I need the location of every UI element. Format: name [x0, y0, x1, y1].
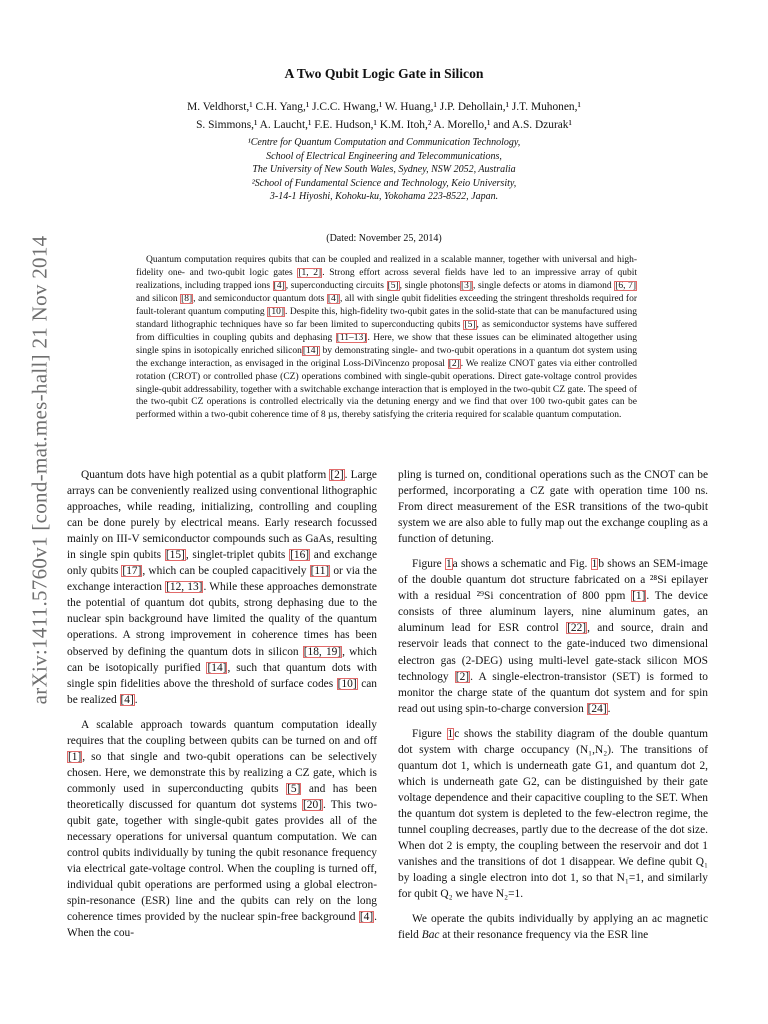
citation-link[interactable]: [17]	[122, 565, 142, 578]
text-run: , and semiconductor quantum dots	[193, 293, 327, 304]
body-paragraph	[67, 717, 377, 942]
text-run: and exchange only qubits	[67, 549, 377, 578]
citation-link[interactable]: [16]	[290, 549, 310, 562]
citation-link[interactable]: [2]	[455, 670, 470, 683]
citation-link[interactable]: [14]	[207, 661, 227, 674]
text-run: Figure	[412, 727, 447, 740]
text-run: , singlet-triplet qubits	[185, 549, 290, 562]
affiliation-line: 3-14-1 Hiyoshi, Kohoku-ku, Yokohama 223-8522, Japan.	[269, 191, 499, 203]
citation-link[interactable]: [1, 2]	[298, 267, 322, 278]
text-run: or via the exchange interaction	[67, 565, 377, 594]
text-run: . Strong effort across several fields have led to an impressive array of qubit realizations, including trapped ions	[136, 267, 638, 291]
affiliation-line: School of Electrical Engineering and Telecommunications,	[266, 150, 502, 162]
text-run: , as semiconductor systems have suffered from difficulties in coupling qubits and dephasing	[136, 319, 637, 343]
body-paragraph	[398, 726, 708, 903]
citation-link[interactable]: [1]	[632, 590, 646, 603]
text-run: .	[607, 702, 611, 715]
text-run: Figure	[412, 558, 445, 571]
text-run: , all with single qubit fidelities exceeding the stringent thresholds required for fault-tolerant quantum computing	[136, 293, 638, 317]
citation-link[interactable]: [20]	[303, 798, 322, 811]
author-line-1: M. Veldhorst,¹ C.H. Yang,¹ J.C.C. Hwang,¹ W. Huang,¹ J.P. Dehollain,¹ J.T. Muhonen,¹	[187, 101, 581, 113]
citation-link[interactable]: [11]	[310, 565, 330, 578]
citation-link[interactable]: [11–13]	[336, 332, 367, 343]
citation-link[interactable]: 1	[445, 558, 452, 571]
text-run: . Despite this, high-fidelity two-qubit gates in the solid-state that can be manufactured using standard lithographic techniques have so far been limited to superconducting qubits	[136, 306, 637, 330]
math-symbol: Bac	[421, 929, 440, 942]
text-run: . While these approaches demonstrate the potential of quantum dot qubits, strong dephasing due to the nuclear spin background have limited the quality of the quantum operations. A strong improvement in coherence times has been observed by defining the quantum dots in silicon	[67, 581, 377, 658]
citation-link[interactable]: [5]	[464, 319, 476, 330]
citation-link[interactable]: [3]	[460, 280, 473, 291]
citation-link[interactable]: [5]	[287, 782, 301, 795]
citation-link[interactable]: 1	[591, 558, 598, 571]
citation-link[interactable]: [4]	[327, 293, 339, 304]
text-run: , so that single and two-qubit operations can be selectively chosen. Here, we demonstrate this by realizing a CZ gate, which is commonly used in superconducting qubits	[67, 750, 377, 795]
citation-link[interactable]: [15]	[165, 549, 185, 562]
arxiv-identifier: arXiv:1411.5760v1 [cond-mat.mes-hall] 21 Nov 2014	[27, 235, 52, 705]
text-run: . A single-electron-transistor (SET) is formed to monitor the charge state of the quantum dot system and for spin read out using spin-to-charge conversion	[398, 670, 708, 715]
body-column-right	[398, 467, 708, 952]
citation-link[interactable]: [2]	[448, 358, 460, 369]
text-run: . Large arrays can be conveniently realized using conventional lithographic approaches, while reading, initializing, controlling and coupling can be done purely by electrical means. Early research focussed mainly on III-V semiconductor compounds such as GaAs, resulting in single spin qubits	[67, 469, 377, 562]
text-run: , which can be coupled capacitively	[142, 565, 310, 578]
citation-link[interactable]: [1]	[68, 750, 82, 763]
text-run: . When the cou-	[67, 911, 377, 940]
text-run: , such that quantum dots with single spin fidelities above the threshold of surface codes	[67, 661, 377, 690]
citation-link[interactable]: [18, 19]	[303, 645, 342, 658]
text-run: . We realize CNOT gates via either controlled rotation (CROT) or controlled phase (CZ) operations combined with single-qubit operations. Direct gate-voltage control provides single-qubit addressability, together with a switchable exchange interaction that is employed in the two-qubit CZ gate. The speed of the two-qubit CZ operations is controlled electrically via the detuning energy and we find that over 100 two-qubit gates can be performed within a two-qubit coherence time of 8 µs, thereby satisfying the criteria required for scalable quantum computation.	[136, 358, 637, 421]
body-paragraph	[398, 911, 708, 943]
text-run: We operate the qubits individually by applying an ac magnetic field	[398, 913, 708, 942]
citation-link[interactable]: [4]	[120, 693, 134, 706]
text-run: Quantum dots have high potential as a qubit platform	[81, 469, 330, 481]
citation-link[interactable]: [5]	[387, 280, 399, 291]
citation-link[interactable]: [10]	[337, 677, 357, 690]
text-run: , superconducting circuits	[285, 280, 387, 291]
text-run: c shows the stability diagram of the double quantum dot system with charge occupancy (N₁,N₂). The transitions of quantum dot 1, which is underneath gate G1, and quantum dot 2, which is underneath gate G2, can be distinguished by their gate voltage dependence and their capacitive coupling to the SET. When the quantum dot system is depleted to the few-electron regime, the tunnel coupling decreases, partly due to the decrease of the dot size. When dot 2 is empty, the coupling between the reservoir and dot 1 vanishes and the transitions of dot 1 disappear. We define qubit Q₁ by loading a single electron into dot 1, so that N₁=1, and similarly for qubit Q₂ we have N₂=1.	[398, 727, 708, 901]
text-run: by demonstrating single- and two-qubit operations in a quantum dot system using the exchange interaction, as envisaged in the original Loss-DiVincenzo proposal	[136, 345, 637, 369]
body-paragraph	[67, 467, 377, 708]
text-run: can be realized	[67, 677, 377, 706]
citation-link[interactable]: [2]	[330, 469, 344, 481]
body-paragraph	[398, 556, 708, 716]
author-line-2: S. Simmons,¹ A. Laucht,¹ F.E. Hudson,¹ K.M. Itoh,² A. Morello,¹ and A.S. Dzurak¹	[196, 119, 572, 131]
text-run: a shows a schematic and Fig.	[452, 558, 591, 571]
text-run: , and source, drain and reservoir leads that connect to the gate-induced two dimensional electron gas (2-DEG) using multi-level gate-stack silicon MOS technology	[398, 622, 708, 683]
text-run: , single defects or atoms in diamond	[473, 280, 615, 291]
body-column-left	[67, 467, 377, 950]
text-run: , single photons	[399, 280, 460, 291]
text-run: . Here, we show that these issues can be eliminated altogether using single spins in isotopically enriched silicon	[136, 332, 638, 356]
abstract	[136, 254, 637, 422]
citation-link[interactable]: [12, 13]	[166, 581, 203, 594]
text-run: Quantum computation requires qubits that can be coupled and realized in a scalable manner, together with universal and high-fidelity one- and two-qubit logic gates	[136, 255, 637, 278]
affiliation-line: The University of New South Wales, Sydney, NSW 2052, Australia	[252, 164, 516, 176]
text-run: . The device consists of three aluminum layers, nine aluminum gates, an aluminum lead for ESR control	[398, 590, 708, 635]
affiliations	[150, 136, 618, 204]
citation-link[interactable]: 1	[447, 727, 454, 740]
citation-link[interactable]: [6, 7]	[615, 280, 637, 291]
citation-link[interactable]: [4]	[273, 280, 285, 291]
affiliation-line: ²School of Fundamental Science and Technology, Keio University,	[251, 177, 517, 189]
citation-link[interactable]: [22]	[567, 622, 587, 635]
text-run: . This two-qubit gate, together with single-qubit gates provides all of the necessary operations for universal quantum computation. We can control qubits individually by tuning the qubit resonance frequency via electrical gate-voltage control. When the coupling is turned off, individual qubit operations are performed using a global electron-spin-resonance (ESR) line and the qubits can rely on the long coherence times provided by the nuclear spin-free background	[67, 798, 377, 924]
text-run: at their resonance frequency via the ESR line	[439, 929, 649, 942]
citation-link[interactable]: [14]	[302, 345, 319, 356]
text-run: .	[134, 693, 138, 706]
text-run: and has been theoretically discussed for quantum dot systems	[67, 782, 377, 811]
date-line: (Dated: November 25, 2014)	[326, 233, 442, 244]
citation-link[interactable]: [4]	[359, 911, 374, 924]
citation-link[interactable]: [8]	[181, 293, 193, 304]
paper-title: A Two Qubit Logic Gate in Silicon	[284, 66, 484, 81]
text-run: b shows an SEM-image of the double quantum dot structure fabricated on a ²⁸Si epilayer with a residual ²⁹Si concentration of 800 ppm	[398, 558, 708, 603]
text-run: , which can be isotopically purified	[67, 645, 377, 674]
text-run: A scalable approach towards quantum computation ideally requires that the coupling between qubits can be turned on and off	[67, 718, 377, 747]
citation-link[interactable]: [24]	[587, 702, 607, 715]
citation-link[interactable]: [10]	[268, 306, 284, 317]
affiliation-line: ¹Centre for Quantum Computation and Communication Technology,	[247, 137, 521, 148]
author-list	[100, 98, 668, 134]
body-paragraph: pling is turned on, conditional operations such as the CNOT can be performed, incorporating a CZ gate with operation time 100 ns. From direct measurement of the ESR transitions of the two-qubit system we are also able to fully map out the exchange coupling as a function of detuning.	[398, 469, 708, 546]
text-run: and silicon	[136, 293, 181, 304]
